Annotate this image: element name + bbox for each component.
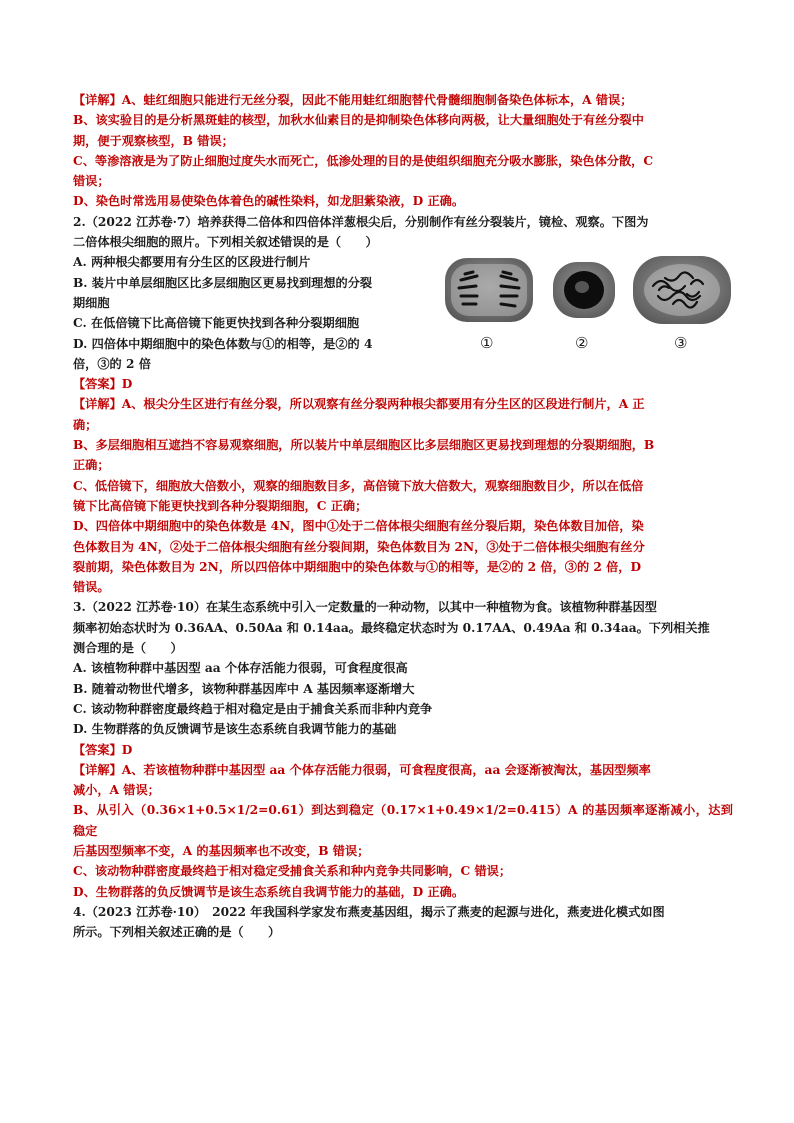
cell-3-prophase <box>633 256 731 324</box>
answer-value: D <box>121 377 133 392</box>
q3-option-b: B. 随着动物世代增多，该物种群基因库中 A 基因频率逐渐增大 <box>73 681 415 696</box>
figure-label-1: ① <box>480 333 494 352</box>
q3-stem-line-2: 频率初始态状时为 0.36AA、0.50Aa 和 0.14aa。最终稳定状态时为 0.17AA、0.49Aa 和 0.34aa。下列相关推 <box>73 620 710 635</box>
q2-detail-line-4: 正确； <box>73 458 110 473</box>
q2-detail-line-6: 镜下比高倍镜下能更快找到各种分裂期细胞，C 正确； <box>73 498 368 513</box>
cell-2-interphase <box>553 262 615 318</box>
q3-detail-line-1 <box>73 760 733 780</box>
answer-label: 【答案】 <box>73 377 122 392</box>
detail-text: A、若该植物种群中基因型 aa 个体存活能力很弱，可食程度很高，aa 会逐渐被淘汰，基因型频率 <box>121 762 651 777</box>
q2-detail-line-10: 错误。 <box>73 580 110 595</box>
document-page <box>73 90 733 942</box>
q3-detail-line-3: B、从引入（0.36×1+0.5×1/2=0.61）到达到稳定（0.17×1+0.49×1/2=0.415）A 的基因频率逐渐减小，达到稳定 <box>73 803 733 838</box>
q2-option-d: D. 四倍体中期细胞中的染色体数与①的相等，是②的 4 <box>73 336 373 351</box>
q1-detail-line-2: B、该实验目的是分析黑斑蛙的核型，加秋水仙素目的是抑制染色体移向两极，让大量细胞处于有丝分裂中 <box>73 113 644 128</box>
q4-stem-line-1: 4.（2023 江苏卷·10） 2022 年我国科学家发布燕麦基因组，揭示了燕麦的起源与进化，燕麦进化模式如图 <box>73 904 665 919</box>
question-3 <box>73 597 733 901</box>
q2-option-b-cont: 期细胞 <box>73 295 110 310</box>
answer-label: 【答案】 <box>73 742 122 757</box>
q2-stem-line-2: 二倍体根尖细胞的照片。下列相关叙述错误的是（ ） <box>73 235 378 250</box>
detail-text: A、根尖分生区进行有丝分裂，所以观察有丝分裂两种根尖都要用有分生区的区段进行制片，A 正 <box>121 397 645 412</box>
q2-detail-line-2: 确； <box>73 417 98 432</box>
q2-option-b: B. 装片中单层细胞区比多层细胞区更易找到理想的分裂 <box>73 275 373 290</box>
q2-detail-line-7: D、四倍体中期细胞中的染色体数是 4N，图中①处于二倍体根尖细胞有丝分裂后期，染色体数目加倍，染 <box>73 519 644 534</box>
q2-detail-line-5: C、低倍镜下，细胞放大倍数小，观察的细胞数目多，高倍镜下放大倍数大，观察细胞数目少，所以在低倍 <box>73 478 644 493</box>
cell-micrographs-figure <box>443 246 733 356</box>
q4-stem-line-2: 所示。下列相关叙述正确的是（ ） <box>73 925 281 940</box>
figure-label-3: ③ <box>674 333 688 352</box>
cell-1-anaphase <box>445 258 533 322</box>
question-4 <box>73 902 733 943</box>
q3-stem-line-3: 测合理的是（ ） <box>73 641 183 656</box>
q1-detail-line-4: C、等渗溶液是为了防止细胞过度失水而死亡，低渗处理的目的是使组织细胞充分吸水膨胀，染色体分散，C <box>73 153 654 168</box>
q3-detail-line-5: C、该动物种群密度最终趋于相对稳定受捕食关系和种内竞争共同影响，C 错误； <box>73 864 512 879</box>
q1-detail <box>73 90 733 212</box>
q3-answer <box>73 740 733 760</box>
q3-detail-line-2: 减小，A 错误； <box>73 783 160 798</box>
q2-option-d-cont: 倍，③的 2 倍 <box>73 356 151 371</box>
q3-stem-line-1: 3.（2022 江苏卷·10）在某生态系统中引入一定数量的一种动物，以其中一种植物为食。该植物种群基因型 <box>73 600 657 615</box>
q3-detail-line-4: 后基因型频率不变，A 的基因频率也不改变，B 错误； <box>73 843 370 858</box>
detail-label: 【详解】 <box>73 762 122 777</box>
q2-detail-line-8: 色体数目为 4N，②处于二倍体根尖细胞有丝分裂间期，染色体数目为 2N，③处于二倍体根尖细胞有丝分 <box>73 539 645 554</box>
q1-detail-line-6: D、染色时常选用易使染色体着色的碱性染料，如龙胆紫染液，D 正确。 <box>73 194 465 209</box>
detail-label: 【详解】 <box>73 93 122 107</box>
q1-detail-line-3: 期，便于观察核型，B 错误； <box>73 133 234 148</box>
answer-value: D <box>121 742 133 757</box>
q3-detail-line-6: D、生物群落的负反馈调节是该生态系统自我调节能力的基础，D 正确。 <box>73 884 465 899</box>
q1-detail-line-1 <box>73 90 733 110</box>
q2-detail-line-9: 裂前期，染色体数目为 2N，所以四倍体中期细胞中的染色体数与①的相等，是②的 2 倍，③的 2 倍，D <box>73 559 642 574</box>
q2-detail-line-1 <box>73 394 733 414</box>
q2-option-c: C. 在低倍镜下比高倍镜下能更快找到各种分裂期细胞 <box>73 316 360 331</box>
q3-option-c: C. 该动物种群密度最终趋于相对稳定是由于捕食关系而非种内竞争 <box>73 701 433 716</box>
q1-detail-line-5: 错误； <box>73 174 110 189</box>
q3-option-d: D. 生物群落的负反馈调节是该生态系统自我调节能力的基础 <box>73 722 397 737</box>
figure-label-2: ② <box>575 333 589 352</box>
q2-stem-line-1: 2.（2022 江苏卷·7）培养获得二倍体和四倍体洋葱根尖后，分别制作有丝分裂装片，镜检、观察。下图为 <box>73 214 649 229</box>
question-2 <box>73 212 733 598</box>
q2-answer <box>73 374 733 394</box>
q2-detail-line-3: B、多层细胞相互遮挡不容易观察细胞，所以装片中单层细胞区比多层细胞区更易找到理想的分裂期细胞，B <box>73 438 655 453</box>
detail-label: 【详解】 <box>73 397 122 412</box>
detail-text: A、蛙红细胞只能进行无丝分裂，因此不能用蛙红细胞替代骨髓细胞制备染色体标本，A 错误； <box>121 93 633 107</box>
q3-option-a: A. 该植物种群中基因型 aa 个体存活能力很弱，可食程度很高 <box>73 661 408 676</box>
q2-option-a: A. 两种根尖都要用有分生区的区段进行制片 <box>73 255 311 270</box>
